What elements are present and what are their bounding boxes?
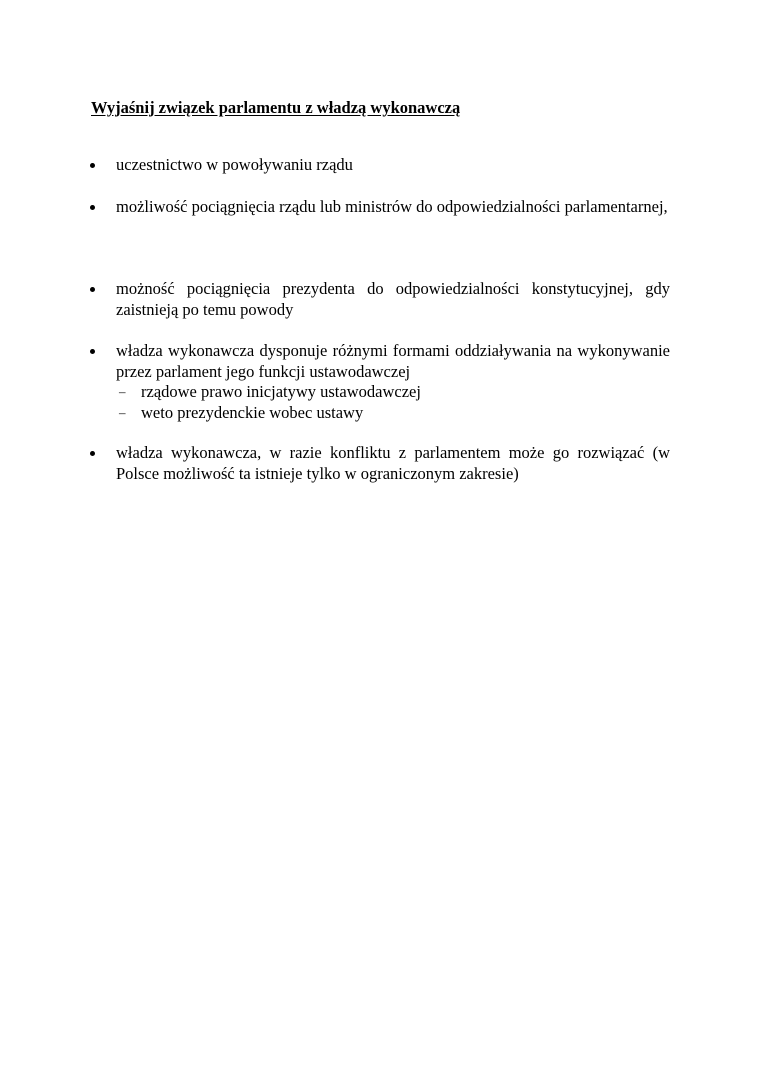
bullet-item: [90, 155, 670, 176]
bullet-text: uczestnictwo w powoływaniu rządu: [116, 155, 353, 174]
dash-marker-icon: –: [119, 404, 126, 420]
bullet-text: możliwość pociągnięcia rządu lub ministrów do odpowiedzialności parlamentarnej,: [116, 197, 668, 216]
bullet-marker-icon: [90, 205, 95, 210]
bullet-marker-icon: [90, 349, 95, 354]
sub-list-item: [116, 403, 670, 424]
bullet-item: [90, 279, 670, 320]
bullet-marker-icon: [90, 287, 95, 292]
bullet-text: możność pociągnięcia prezydenta do odpowiedzialności konstytucyjnej, gdy zaistnieją po temu powody: [116, 279, 670, 319]
sub-item-text: rządowe prawo inicjatywy ustawodawczej: [141, 382, 421, 401]
bullet-item: [90, 197, 670, 218]
document-title: Wyjaśnij związek parlamentu z władzą wykonawczą: [91, 98, 461, 117]
sub-list-item: [116, 382, 670, 403]
dash-marker-icon: –: [119, 384, 126, 399]
sub-item-text: weto prezydenckie wobec ustawy: [141, 402, 364, 422]
bullet-text: władza wykonawcza, w razie konfliktu z parlamentem może go rozwiązać (w Polsce możliwość ta istnieje tylko w ograniczonym zakresie): [116, 443, 670, 483]
bullet-item: [90, 341, 670, 423]
bullet-marker-icon: [90, 451, 95, 456]
bullet-item: [90, 443, 670, 484]
sub-list: [90, 382, 670, 423]
bullet-marker-icon: [90, 163, 95, 168]
bullet-text: władza wykonawcza dysponuje różnymi formami oddziaływania na wykonywanie przez parlament jego funkcji ustawodawczej: [116, 341, 670, 381]
